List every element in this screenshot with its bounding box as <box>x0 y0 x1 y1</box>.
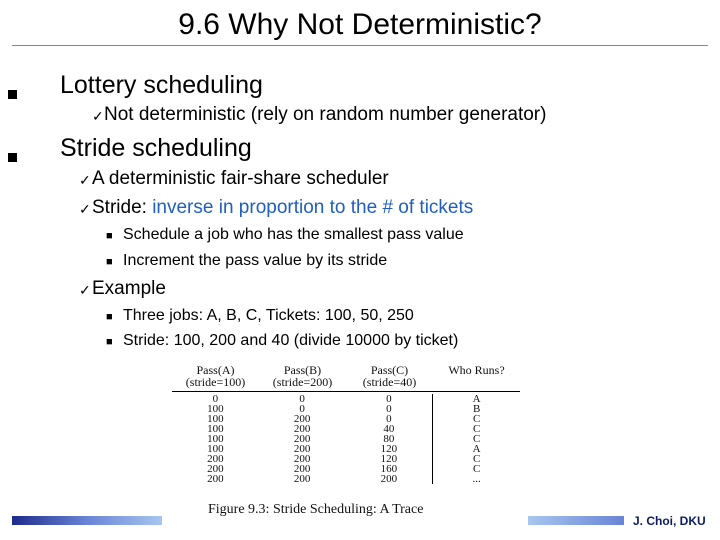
stride-trace-table <box>172 364 520 484</box>
check-icon: ✓ <box>79 282 91 298</box>
table-column-pass-b <box>259 394 346 484</box>
table-cell: 200 <box>293 423 311 435</box>
table-cell: 200 <box>207 473 224 485</box>
figure-caption: Figure 9.3: Stride Scheduling: A Trace <box>208 502 424 517</box>
footer-bar-right <box>528 516 624 525</box>
table-cell: 0 <box>386 403 392 415</box>
table-body <box>172 392 520 484</box>
table-cell: A <box>472 443 481 455</box>
table-cell: 100 <box>207 413 224 425</box>
table-cell: 100 <box>207 443 224 455</box>
example-heading: Example <box>92 278 166 299</box>
check-icon: ✓ <box>79 201 91 217</box>
stride-subpoint: Increment the pass value by its stride <box>123 252 388 269</box>
footer-author: J. Choi, DKU <box>633 514 706 528</box>
stride-point-2 <box>92 197 473 219</box>
table-cell: 0 <box>299 403 305 415</box>
table-cell: 200 <box>293 443 311 455</box>
table-column-pass-c <box>346 394 433 484</box>
page-title: 9.6 Why Not Deterministic? <box>178 8 542 41</box>
table-cell: 120 <box>380 453 398 465</box>
table-cell: 200 <box>293 413 311 425</box>
square-bullet-icon: ■ <box>106 256 113 268</box>
table-cell: C <box>472 413 481 425</box>
table-cell: B <box>472 403 481 415</box>
table-cell: 0 <box>386 393 392 405</box>
table-cell: C <box>472 423 481 435</box>
table-cell: 100 <box>207 403 224 415</box>
table-cell: 40 <box>383 423 395 435</box>
table-cell: ... <box>472 473 481 485</box>
table-cell: 200 <box>293 453 311 465</box>
table-cell: 200 <box>293 433 311 445</box>
table-cell: 100 <box>207 433 224 445</box>
table-cell: C <box>472 433 481 445</box>
table-cell: 0 <box>299 393 305 405</box>
table-cell: 160 <box>380 463 398 475</box>
stride-definition: inverse in proportion to the # of tickets <box>152 197 474 218</box>
table-cell: 120 <box>380 443 398 455</box>
square-bullet-icon: ■ <box>106 311 113 323</box>
table-cell: A <box>472 393 481 405</box>
bullet-square-icon <box>8 90 17 99</box>
table-cell: 200 <box>380 473 398 485</box>
stride-point-1: A deterministic fair-share scheduler <box>92 168 389 189</box>
table-cell: 200 <box>207 453 224 465</box>
table-header <box>172 364 520 392</box>
lottery-point: Not deterministic (rely on random number generator) <box>104 104 547 125</box>
stride-subpoint: Schedule a job who has the smallest pass value <box>123 226 464 243</box>
table-cell: 0 <box>212 393 219 405</box>
column-header: Pass(A) (stride=100) <box>185 363 246 389</box>
stride-heading: Stride scheduling <box>60 134 252 162</box>
table-cell: 200 <box>293 463 311 475</box>
table-cell: 80 <box>383 433 395 445</box>
lottery-heading: Lottery scheduling <box>60 71 263 99</box>
table-cell: 100 <box>207 423 224 435</box>
table-column-who-runs <box>432 394 520 484</box>
table-cell: 0 <box>386 413 392 425</box>
table-cell: 200 <box>207 463 224 475</box>
table-column-pass-a <box>172 394 259 484</box>
square-bullet-icon: ■ <box>106 230 113 242</box>
bullet-square-icon <box>8 153 17 162</box>
column-header: Who Runs? <box>448 363 505 377</box>
check-icon: ✓ <box>92 108 104 124</box>
title-divider <box>12 45 708 46</box>
table-cell: C <box>472 463 481 475</box>
example-subpoint: Stride: 100, 200 and 40 (divide 10000 by ticket) <box>123 332 459 349</box>
square-bullet-icon: ■ <box>106 336 113 348</box>
column-header: Pass(C) (stride=40) <box>362 363 417 389</box>
column-header: Pass(B) (stride=200) <box>272 363 333 389</box>
check-icon: ✓ <box>79 172 91 188</box>
stride-label: Stride: <box>92 197 153 218</box>
example-subpoint: Three jobs: A, B, C, Tickets: 100, 50, 250 <box>123 307 414 324</box>
table-cell: 200 <box>293 473 311 485</box>
footer-bar-left <box>12 516 162 525</box>
table-cell: C <box>472 453 481 465</box>
